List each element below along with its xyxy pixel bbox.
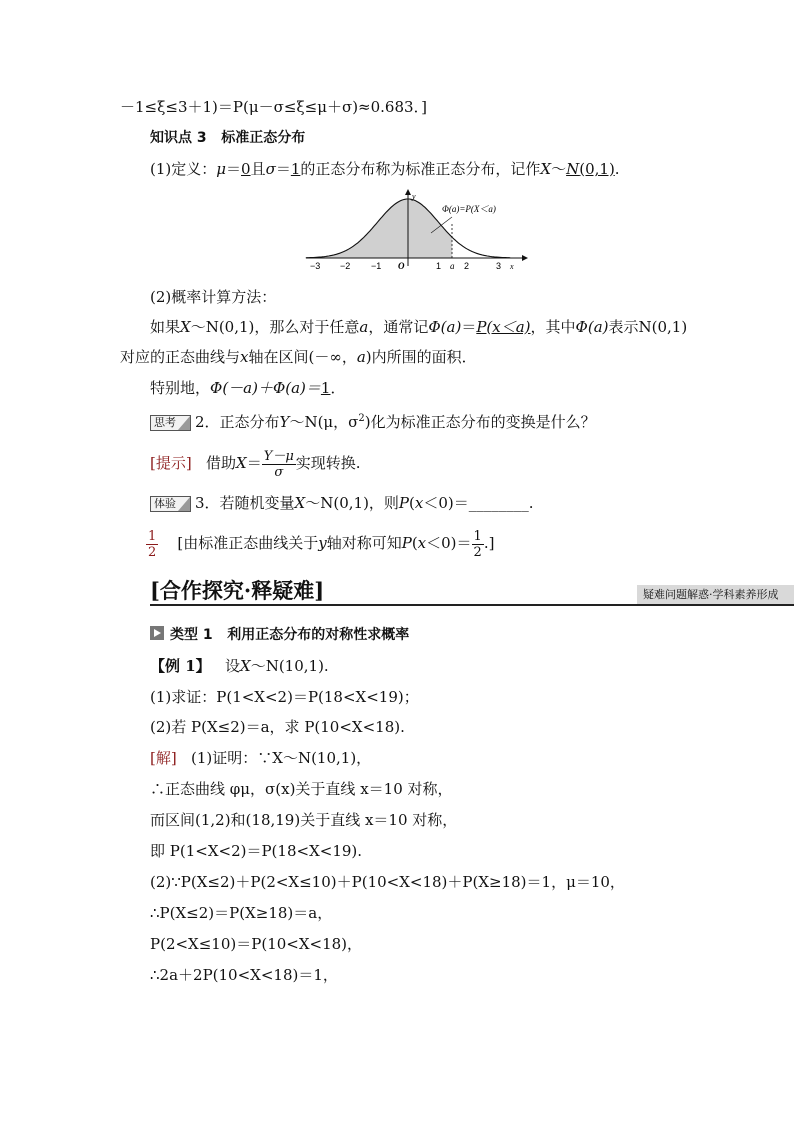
mu-value: 0 xyxy=(241,160,251,178)
eq: ＝ xyxy=(246,454,262,472)
sigma-symbol: σ xyxy=(265,160,276,178)
numerator: Y－μ xyxy=(263,448,294,464)
think-line xyxy=(150,409,596,432)
text: )化为标准正态分布的变换是什么？ xyxy=(364,413,596,431)
text: (1)证明：∵X～N(10,1)， xyxy=(191,749,372,767)
text: ＝ xyxy=(461,318,477,336)
var-X: X xyxy=(540,160,552,178)
calc-title: (2)概率计算方法： xyxy=(150,288,277,306)
mu-symbol: μ xyxy=(216,160,226,178)
text: .] xyxy=(483,534,495,552)
text: ． xyxy=(330,379,346,397)
denominator: σ xyxy=(274,464,284,480)
numerator: 1 xyxy=(148,528,157,544)
experience-tag: 体验 xyxy=(150,496,191,512)
type-label: 类型 1 xyxy=(170,627,213,643)
text: 轴在区间(－∞， xyxy=(248,348,357,366)
solution-step: ∴P(X≤2)＝P(X≥18)＝a， xyxy=(150,904,333,922)
answer-line xyxy=(146,523,494,563)
text: ～N(0,1)，则 xyxy=(305,494,399,512)
text: 轴对称可知 xyxy=(326,534,402,552)
tick-label: 1 xyxy=(436,261,442,271)
var-Y: Y xyxy=(279,413,290,431)
var-y: y xyxy=(318,534,327,552)
hint-tag: [提示] xyxy=(150,454,192,472)
text: ～N(0,1)，那么对于任意 xyxy=(190,318,360,336)
dist-args: (0,1) xyxy=(579,160,615,178)
var-x: x xyxy=(240,348,249,366)
denominator: 2 xyxy=(473,544,482,560)
answer-fraction xyxy=(146,529,158,560)
text: ( xyxy=(411,534,418,552)
period: . xyxy=(614,160,620,178)
solution-tag: [解] xyxy=(150,749,177,767)
question-1: (1)求证：P(1<X<2)＝P(18<X<19)； xyxy=(150,688,419,706)
phi-a: Φ(a) xyxy=(428,318,462,336)
solution-step: (2)∵P(X≤2)＋P(2<X≤10)＋P(10<X<18)＋P(X≥18)＝1，μ＝10， xyxy=(150,873,625,891)
fraction xyxy=(472,529,484,560)
play-triangle-icon xyxy=(150,626,164,640)
and-word: 且 xyxy=(250,160,266,178)
a-tick-label: a xyxy=(450,261,455,271)
superscript: 2 xyxy=(358,413,365,424)
text: 如果 xyxy=(150,318,181,336)
section-title: [合作探究·释疑难] xyxy=(150,578,325,603)
question-2: (2)若 P(X≤2)＝a，求 P(10<X<18). xyxy=(150,718,405,736)
text: ～N(μ，σ xyxy=(289,413,359,431)
kp-title: 标准正态分布 xyxy=(221,130,306,146)
shaded-area xyxy=(306,199,452,258)
text: 对应的正态曲线与 xyxy=(120,348,241,366)
text: 特别地， xyxy=(150,379,211,397)
sum-value: 1 xyxy=(320,379,331,397)
solution-step: 而区间(1,2)和(18,19)关于直线 x＝10 对称， xyxy=(150,811,458,829)
normal-curve-figure xyxy=(300,188,530,274)
text: 表示N(0,1) xyxy=(608,318,688,336)
section-divider xyxy=(150,604,794,606)
text: ＜0)＝ xyxy=(426,534,472,552)
text: ，其中 xyxy=(530,318,576,336)
var-X: X xyxy=(294,494,306,512)
text: 3．若随机变量 xyxy=(195,494,295,512)
y-axis-label: y xyxy=(412,192,416,201)
var-X: X xyxy=(180,318,191,336)
solution-step: 即 P(1<X<2)＝P(18<X<19). xyxy=(150,842,363,860)
type-title: 利用正态分布的对称性求概率 xyxy=(227,627,410,643)
solution-step: P(2<X≤10)＝P(10<X<18)， xyxy=(150,935,363,953)
var-x: x xyxy=(414,494,424,512)
think-tag: 思考 xyxy=(150,415,191,431)
text: ，通常记 xyxy=(368,318,429,336)
phi-sum: Φ(－a)＋Φ(a)＝ xyxy=(210,379,321,397)
text: ＜0)＝ xyxy=(423,494,469,512)
fraction xyxy=(262,449,296,480)
text: . xyxy=(528,494,534,512)
special-line xyxy=(150,378,345,398)
x-axis-label: x xyxy=(510,262,514,271)
x-axis-arrow xyxy=(522,255,528,261)
kp-label: 知识点 3 xyxy=(150,130,207,146)
tilde: ～ xyxy=(551,160,567,178)
definition-line xyxy=(150,159,620,179)
var-P: P xyxy=(398,494,410,512)
type-heading xyxy=(150,625,409,645)
text: 2．正态分布 xyxy=(195,413,280,431)
y-axis-arrow xyxy=(405,189,411,195)
var-P: P xyxy=(401,534,412,552)
numerator: 1 xyxy=(473,528,482,544)
tick-label: −1 xyxy=(371,261,382,271)
hint-line xyxy=(150,443,361,483)
def-mid: 的正态分布称为标准正态分布，记作 xyxy=(300,160,541,178)
phi-a: Φ(a) xyxy=(575,318,609,336)
text: 借助 xyxy=(206,454,237,472)
knowledge-point-heading xyxy=(150,128,305,148)
section-subtitle: 疑难问题解惑·学科素养形成 xyxy=(637,585,794,604)
var-a: a xyxy=(359,318,369,336)
text: ( xyxy=(409,494,415,512)
tick-label: 3 xyxy=(496,261,502,271)
dist-N: N xyxy=(566,160,580,178)
text: )内所围的面积． xyxy=(365,348,477,366)
var-x: x xyxy=(417,534,427,552)
answer-blank: ________ xyxy=(468,494,529,512)
sigma-value: 1 xyxy=(290,160,301,178)
text: ～N(10,1). xyxy=(250,657,329,675)
tick-label: −3 xyxy=(310,261,321,271)
example-label: 【例 1】 xyxy=(150,657,211,675)
example-line xyxy=(150,656,329,676)
text: 设 xyxy=(224,657,240,675)
text: 实现转换. xyxy=(295,454,361,472)
tick-label: 2 xyxy=(464,261,470,271)
calc-para-line1 xyxy=(150,317,687,337)
var-X: X xyxy=(240,657,251,675)
continuation-line: －1≤ξ≤3＋1)＝P(μ－σ≤ξ≤μ＋σ)≈0.683．] xyxy=(120,98,427,116)
text: [由标准正态曲线关于 xyxy=(177,534,319,552)
calc-para-line2 xyxy=(120,347,477,367)
def-prefix: (1)定义： xyxy=(150,160,217,178)
p-x-lt-a: P(x＜a) xyxy=(476,318,531,336)
solution-line xyxy=(150,748,371,768)
eq2: ＝ xyxy=(275,160,291,178)
solution-step: ∴2a＋2P(10<X<18)＝1， xyxy=(150,966,338,984)
phi-label: Φ(a)=P(X＜a) xyxy=(442,204,496,214)
var-a: a xyxy=(356,348,366,366)
experience-line xyxy=(150,493,534,513)
denominator: 2 xyxy=(148,544,157,560)
eq: ＝ xyxy=(226,160,242,178)
origin-label: O xyxy=(398,261,405,271)
var-X: X xyxy=(236,454,247,472)
tick-label: −2 xyxy=(340,261,351,271)
solution-step: ∴正态曲线 φμ，σ(x)关于直线 x＝10 对称， xyxy=(150,780,453,798)
